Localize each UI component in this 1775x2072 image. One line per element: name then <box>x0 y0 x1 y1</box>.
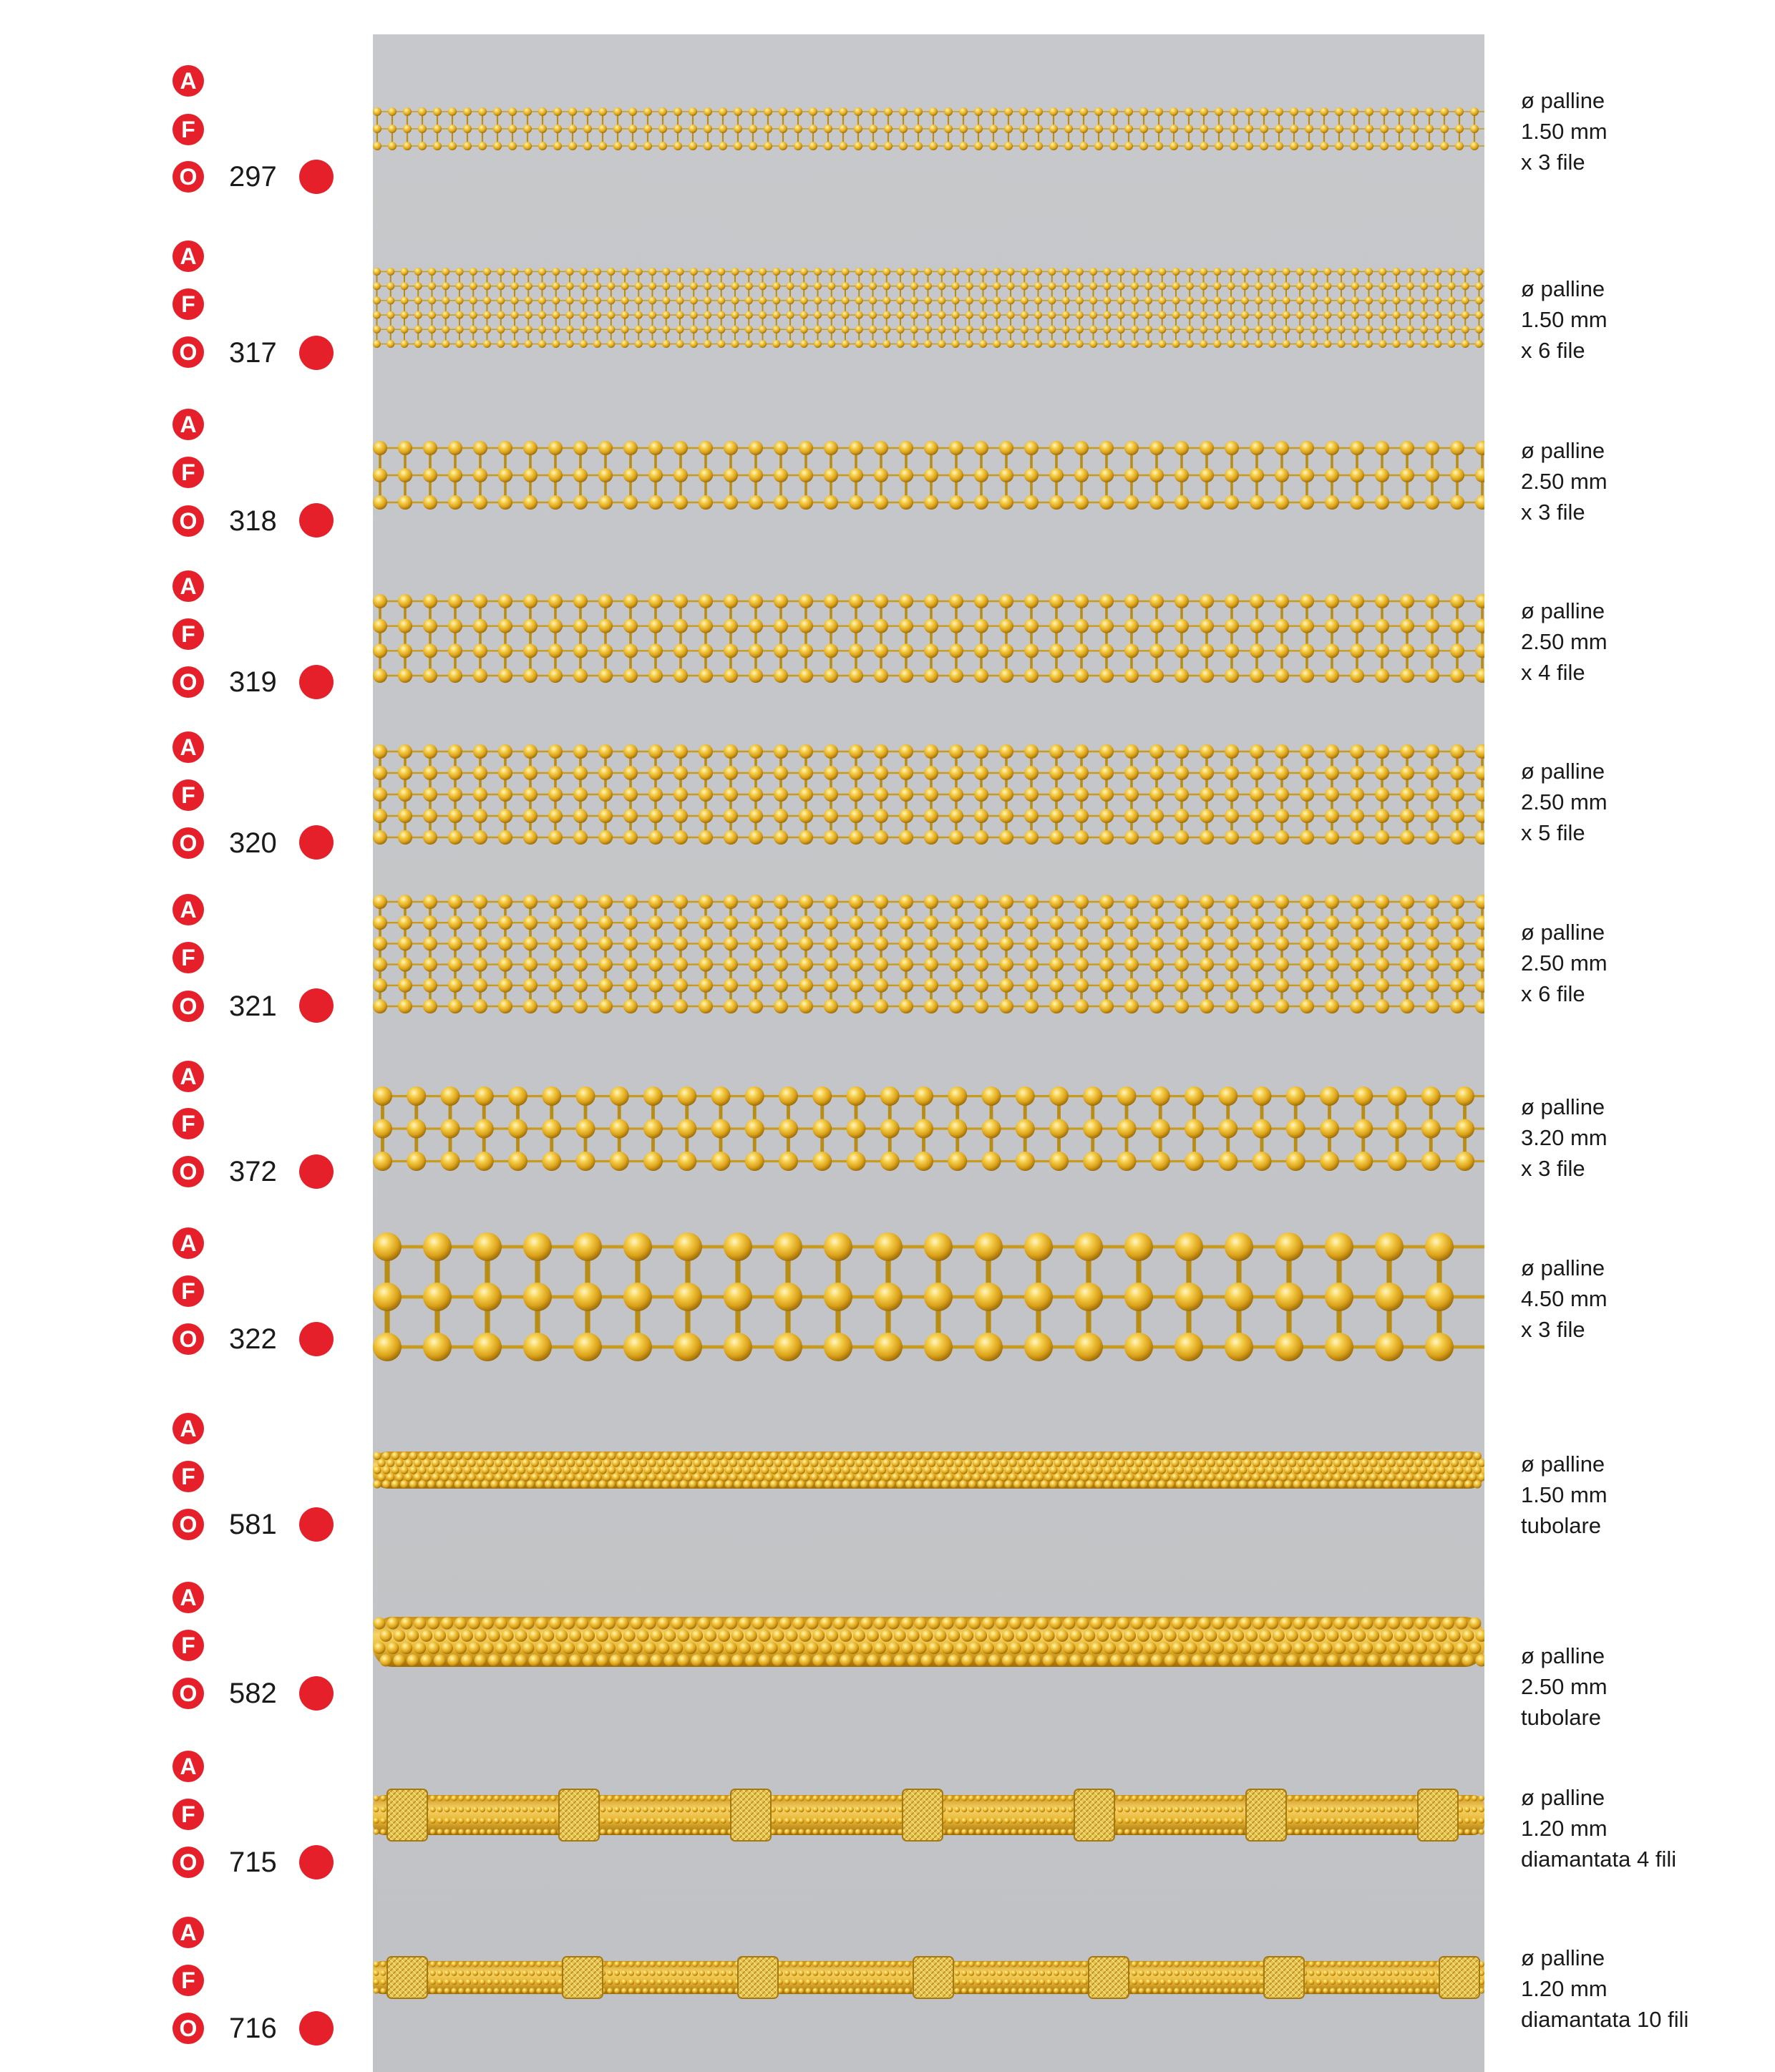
selection-dot[interactable] <box>299 988 334 1023</box>
badge-a: A <box>172 570 204 602</box>
badge-o: O <box>172 161 204 193</box>
spec-line: x 3 file <box>1521 150 1585 175</box>
spec-line: 2.50 mm <box>1521 629 1608 654</box>
badge-o: O <box>172 1156 204 1187</box>
spec-line: tubolare <box>1521 1705 1602 1730</box>
chain-image <box>373 1609 1484 1675</box>
chain-swatch <box>373 744 1484 845</box>
badge-o: O <box>172 666 204 698</box>
chain-swatch <box>373 107 1484 150</box>
chain-image <box>373 744 1484 845</box>
spec-line: x 6 file <box>1521 981 1585 1006</box>
badge-o: O <box>172 991 204 1022</box>
selection-dot[interactable] <box>299 1322 334 1356</box>
badge-a: A <box>172 409 204 440</box>
selection-dot[interactable] <box>299 825 334 860</box>
product-spec <box>1521 756 1608 848</box>
product-code: 582 <box>229 1678 277 1709</box>
badge-a: A <box>172 65 204 97</box>
chain-swatch <box>373 1954 1484 2001</box>
selection-dot[interactable] <box>299 160 334 194</box>
spec-line: ø palline <box>1521 759 1605 784</box>
product-code: 320 <box>229 827 277 859</box>
product-code: 581 <box>229 1509 277 1540</box>
selection-dot[interactable] <box>299 1676 334 1711</box>
spec-line: 1.50 mm <box>1521 119 1608 144</box>
spec-line: 4.50 mm <box>1521 1286 1608 1311</box>
badge-f: F <box>172 1461 204 1492</box>
chain-swatch <box>373 895 1484 1013</box>
chain-image <box>373 1446 1484 1494</box>
product-code: 322 <box>229 1323 277 1355</box>
spec-line: ø palline <box>1521 1094 1605 1119</box>
spec-line: tubolare <box>1521 1513 1602 1538</box>
badge-f: F <box>172 1108 204 1139</box>
badge-a: A <box>172 1061 204 1092</box>
spec-line: 1.50 mm <box>1521 1482 1608 1507</box>
spec-line: ø palline <box>1521 1785 1605 1810</box>
chain-image <box>373 1086 1484 1171</box>
chain-image <box>373 1954 1484 2001</box>
badge-a: A <box>172 1582 204 1613</box>
product-code: 716 <box>229 2013 277 2044</box>
product-code: 297 <box>229 161 277 193</box>
spec-line: x 3 file <box>1521 1317 1585 1342</box>
selection-dot[interactable] <box>299 2011 334 2046</box>
badge-o: O <box>172 505 204 537</box>
badge-a: A <box>172 731 204 763</box>
spec-line: x 5 file <box>1521 820 1585 845</box>
chain-swatch <box>373 268 1484 348</box>
spec-line: x 6 file <box>1521 338 1585 363</box>
selection-dot[interactable] <box>299 1154 334 1189</box>
chain-image <box>373 1786 1484 1844</box>
chain-swatch <box>373 441 1484 510</box>
chain-swatch <box>373 1232 1484 1361</box>
spec-line: 1.20 mm <box>1521 1816 1608 1841</box>
chain-swatch <box>373 1086 1484 1171</box>
product-code: 317 <box>229 337 277 369</box>
product-spec <box>1521 1942 1688 2035</box>
badge-o: O <box>172 1323 204 1355</box>
spec-line: 3.20 mm <box>1521 1125 1608 1150</box>
chain-image <box>373 441 1484 510</box>
spec-line: ø palline <box>1521 920 1605 945</box>
spec-line: ø palline <box>1521 1945 1605 1970</box>
spec-line: ø palline <box>1521 276 1605 301</box>
badge-a: A <box>172 1413 204 1444</box>
product-spec <box>1521 1640 1608 1733</box>
spec-line: ø palline <box>1521 1255 1605 1280</box>
product-spec <box>1521 595 1608 688</box>
spec-line: x 3 file <box>1521 1156 1585 1181</box>
selection-dot[interactable] <box>299 336 334 370</box>
badge-o: O <box>172 827 204 859</box>
spec-line: ø palline <box>1521 438 1605 463</box>
product-code: 715 <box>229 1847 277 1878</box>
chain-image <box>373 1232 1484 1361</box>
product-spec <box>1521 435 1608 527</box>
product-spec <box>1521 1449 1608 1541</box>
spec-line: 2.50 mm <box>1521 950 1608 976</box>
product-spec <box>1521 85 1608 177</box>
badge-f: F <box>172 942 204 973</box>
product-spec <box>1521 917 1608 1009</box>
selection-dot[interactable] <box>299 665 334 699</box>
product-spec <box>1521 1253 1608 1345</box>
badge-f: F <box>172 1965 204 1996</box>
badge-o: O <box>172 1678 204 1709</box>
badge-f: F <box>172 1799 204 1830</box>
product-code: 318 <box>229 505 277 537</box>
badge-f: F <box>172 779 204 811</box>
spec-line: 1.50 mm <box>1521 307 1608 332</box>
product-spec <box>1521 273 1608 366</box>
badge-f: F <box>172 114 204 145</box>
badge-o: O <box>172 1509 204 1540</box>
chain-image <box>373 268 1484 348</box>
chain-swatch <box>373 1786 1484 1844</box>
badge-a: A <box>172 1917 204 1948</box>
spec-line: 2.50 mm <box>1521 469 1608 494</box>
badge-f: F <box>172 1630 204 1661</box>
spec-line: diamantata 4 fili <box>1521 1847 1677 1872</box>
chain-image <box>373 895 1484 1013</box>
selection-dot[interactable] <box>299 503 334 538</box>
badge-a: A <box>172 1227 204 1259</box>
badge-a: A <box>172 1751 204 1782</box>
spec-line: ø palline <box>1521 1451 1605 1477</box>
product-spec <box>1521 1782 1676 1874</box>
spec-line: ø palline <box>1521 88 1605 113</box>
product-spec <box>1521 1091 1608 1184</box>
badge-f: F <box>172 1275 204 1307</box>
product-code: 372 <box>229 1156 277 1187</box>
badge-f: F <box>172 618 204 650</box>
chain-swatch <box>373 1446 1484 1494</box>
spec-line: 2.50 mm <box>1521 789 1608 814</box>
chain-swatch <box>373 1609 1484 1675</box>
badge-o: O <box>172 1847 204 1878</box>
badge-o: O <box>172 336 204 368</box>
spec-line: x 4 file <box>1521 660 1585 685</box>
badge-o: O <box>172 2013 204 2044</box>
spec-line: diamantata 10 fili <box>1521 2007 1689 2032</box>
badge-a: A <box>172 894 204 925</box>
product-code: 321 <box>229 991 277 1022</box>
product-code: 319 <box>229 666 277 698</box>
spec-line: ø palline <box>1521 598 1605 623</box>
spec-line: 2.50 mm <box>1521 1674 1608 1699</box>
selection-dot[interactable] <box>299 1507 334 1542</box>
badge-a: A <box>172 240 204 272</box>
chain-image <box>373 594 1484 683</box>
spec-line: ø palline <box>1521 1643 1605 1668</box>
badge-f: F <box>172 288 204 320</box>
chain-image <box>373 107 1484 150</box>
spec-line: x 3 file <box>1521 500 1585 525</box>
chain-swatch <box>373 594 1484 683</box>
badge-f: F <box>172 457 204 488</box>
spec-line: 1.20 mm <box>1521 1976 1608 2001</box>
selection-dot[interactable] <box>299 1845 334 1879</box>
